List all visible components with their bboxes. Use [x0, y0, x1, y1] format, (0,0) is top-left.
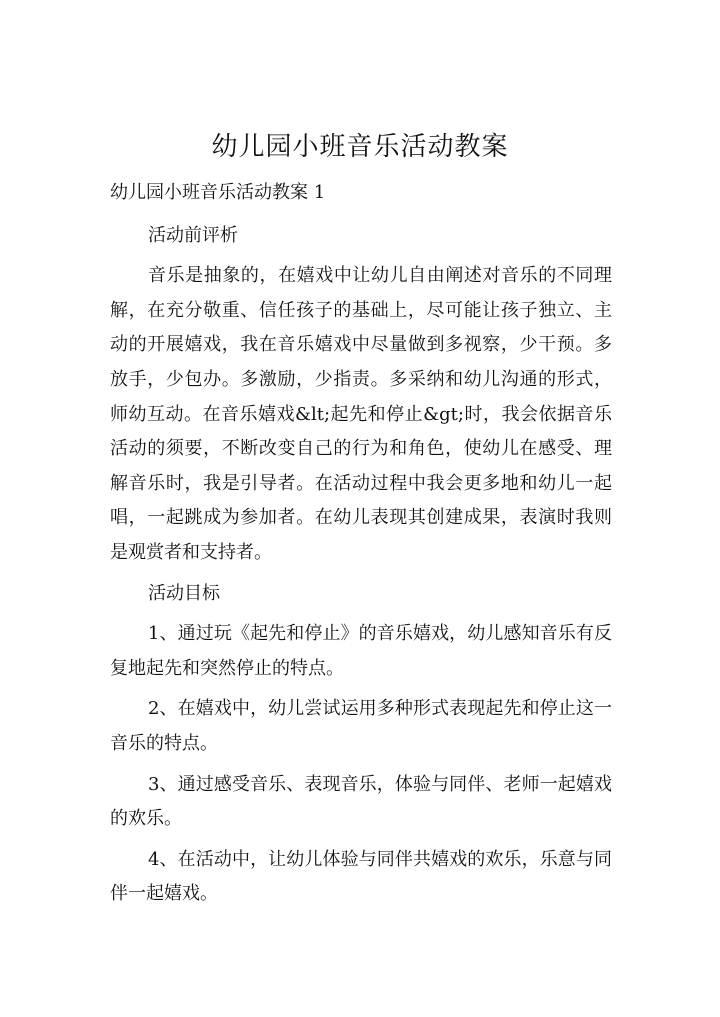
goal-item: 2、在嬉戏中，幼儿尝试运用多种形式表现起先和停止这一音乐的特点。	[110, 698, 612, 754]
analysis-paragraph: 音乐是抽象的，在嬉戏中让幼儿自由阐述对音乐的不同理解，在充分敬重、信任孩子的基础上，尽可能让孩子独立、主动的开展嬉戏，我在音乐嬉戏中尽量做到多视察，少干预。多放手，少包办。多激励，少指责。多采纳和幼儿沟通的形式，师幼互动。在音乐嬉戏&lt;起先和停止&gt;时，我会依据音乐活动的须要，不断改变自己的行为和角色，使幼儿在感受、理解音乐时，我是引导者。在活动过程中我会更多地和幼儿一起唱，一起跳成为参加者。在幼儿表现其创建成果，表演时我则是观赏者和支持者。	[110, 265, 612, 563]
section-heading-analysis: 活动前评析	[148, 224, 238, 246]
section-heading-goals: 活动目标	[148, 582, 220, 604]
goal-item: 1、通过玩《起先和停止》的音乐嬉戏，幼儿感知音乐有反复地起先和突然停止的特点。	[110, 623, 612, 679]
document-body	[110, 176, 612, 918]
goal-item: 3、通过感受音乐、表现音乐，体验与同伴、老师一起嬉戏的欢乐。	[110, 773, 612, 830]
goal-item: 4、在活动中，让幼儿体验与同伴共嬉戏的欢乐，乐意与同伴一起嬉戏。	[110, 848, 612, 905]
section-subtitle: 幼儿园小班音乐活动教案 1	[110, 182, 326, 203]
document-title: 幼儿园小班音乐活动教案	[211, 132, 509, 163]
